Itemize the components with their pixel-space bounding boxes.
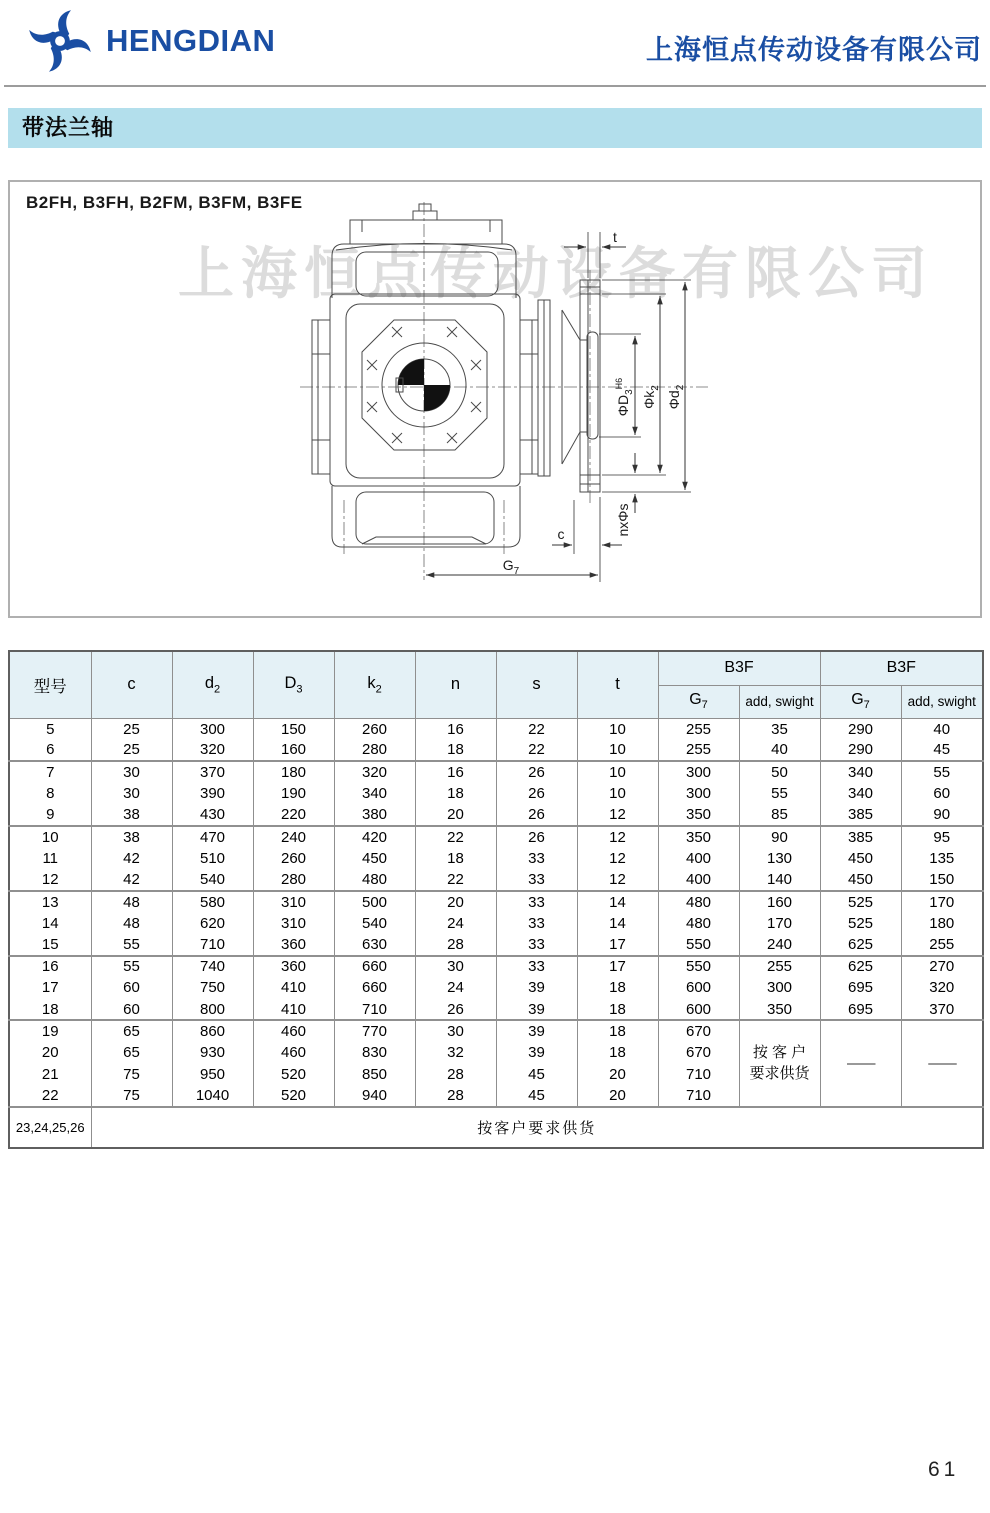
table-cell: 10 bbox=[577, 740, 658, 762]
table-cell: 7 bbox=[9, 761, 91, 783]
table-cell: 520 bbox=[253, 1085, 334, 1107]
table-cell: 350 bbox=[658, 804, 739, 826]
table-cell: 16 bbox=[9, 956, 91, 978]
table-cell: 20 bbox=[9, 1042, 91, 1064]
table-cell: 130 bbox=[739, 848, 820, 870]
table-cell: 290 bbox=[820, 718, 901, 740]
table-cell: 75 bbox=[91, 1064, 172, 1086]
table-cell: 28 bbox=[415, 1085, 496, 1107]
table-cell: 60 bbox=[901, 783, 983, 805]
table-cell: 370 bbox=[172, 761, 253, 783]
table-cell: 65 bbox=[91, 1042, 172, 1064]
table-cell: 8 bbox=[9, 783, 91, 805]
table-cell: 340 bbox=[820, 783, 901, 805]
table-row bbox=[9, 1107, 983, 1148]
watermark-text: 上海恒点传动设备有限公司 bbox=[178, 242, 934, 305]
table-cell: 11 bbox=[9, 848, 91, 870]
table-cell: 470 bbox=[172, 826, 253, 848]
table-cell: 33 bbox=[496, 848, 577, 870]
table-cell: 22 bbox=[9, 1085, 91, 1107]
table-cell: 480 bbox=[658, 891, 739, 913]
table-cell: 480 bbox=[334, 869, 415, 891]
table-cell: 410 bbox=[253, 977, 334, 999]
table-cell: 140 bbox=[739, 869, 820, 891]
supply-note-cell: 按 客 户 要求供货 bbox=[739, 1020, 820, 1106]
table-cell: 450 bbox=[820, 869, 901, 891]
table-cell: 18 bbox=[577, 977, 658, 999]
table-cell: 420 bbox=[334, 826, 415, 848]
table-cell: 255 bbox=[739, 956, 820, 978]
table-cell: 22 bbox=[415, 826, 496, 848]
table-cell: 22 bbox=[496, 718, 577, 740]
table-cell: 12 bbox=[577, 826, 658, 848]
table-cell: 85 bbox=[739, 804, 820, 826]
table-cell: 42 bbox=[91, 869, 172, 891]
table-cell: 24 bbox=[415, 912, 496, 934]
column-header: $D_3$ bbox=[253, 651, 334, 718]
table-cell: 26 bbox=[496, 804, 577, 826]
table-cell: 12 bbox=[577, 869, 658, 891]
table-cell: 60 bbox=[91, 977, 172, 999]
table-cell: 600 bbox=[658, 999, 739, 1021]
table-cell: 18 bbox=[577, 1020, 658, 1042]
column-header: t bbox=[577, 651, 658, 718]
table-cell: 400 bbox=[658, 869, 739, 891]
table-cell: 45 bbox=[496, 1064, 577, 1086]
table-cell: 625 bbox=[820, 956, 901, 978]
table-row bbox=[9, 740, 983, 762]
table-cell: 740 bbox=[172, 956, 253, 978]
table-cell: 540 bbox=[334, 912, 415, 934]
dim-label-k2: $\Phi k_2$ bbox=[641, 385, 661, 409]
column-header: c bbox=[91, 651, 172, 718]
table-cell: 385 bbox=[820, 804, 901, 826]
table-cell: 10 bbox=[577, 783, 658, 805]
table-cell: 30 bbox=[415, 956, 496, 978]
table-cell: 525 bbox=[820, 912, 901, 934]
table-cell: 15 bbox=[9, 934, 91, 956]
table-cell: 360 bbox=[253, 934, 334, 956]
table-cell: 28 bbox=[415, 1064, 496, 1086]
table-cell: 39 bbox=[496, 1020, 577, 1042]
table-row bbox=[9, 977, 983, 999]
table-cell: 190 bbox=[253, 783, 334, 805]
table-cell: 18 bbox=[577, 999, 658, 1021]
table-cell: 220 bbox=[253, 804, 334, 826]
table-cell: 20 bbox=[415, 804, 496, 826]
table-cell: 33 bbox=[496, 869, 577, 891]
table-row bbox=[9, 999, 983, 1021]
table-cell: 300 bbox=[172, 718, 253, 740]
table-cell: 33 bbox=[496, 891, 577, 913]
table-cell: 33 bbox=[496, 934, 577, 956]
table-cell: 10 bbox=[577, 718, 658, 740]
table-row bbox=[9, 956, 983, 978]
table-cell: 26 bbox=[496, 826, 577, 848]
table-cell: 18 bbox=[415, 848, 496, 870]
table-cell: 390 bbox=[172, 783, 253, 805]
table-cell: 20 bbox=[415, 891, 496, 913]
table-cell: 90 bbox=[901, 804, 983, 826]
table-cell: 695 bbox=[820, 977, 901, 999]
table-cell: 430 bbox=[172, 804, 253, 826]
table-cell: 710 bbox=[334, 999, 415, 1021]
table-cell: 940 bbox=[334, 1085, 415, 1107]
table-cell: 14 bbox=[577, 912, 658, 934]
table-cell: 400 bbox=[658, 848, 739, 870]
table-cell: 670 bbox=[658, 1020, 739, 1042]
table-cell: 20 bbox=[577, 1064, 658, 1086]
table-cell: 695 bbox=[820, 999, 901, 1021]
table-cell: 460 bbox=[253, 1020, 334, 1042]
table-cell: 600 bbox=[658, 977, 739, 999]
supply-note-full-cell: 按客户要求供货 bbox=[91, 1107, 983, 1148]
table-cell: 710 bbox=[658, 1064, 739, 1086]
table-cell: 370 bbox=[901, 999, 983, 1021]
page-number: 61 bbox=[928, 1458, 960, 1481]
table-cell: 38 bbox=[91, 804, 172, 826]
table-cell: 550 bbox=[658, 956, 739, 978]
header-divider bbox=[4, 85, 986, 87]
table-cell: 830 bbox=[334, 1042, 415, 1064]
table-cell: 280 bbox=[253, 869, 334, 891]
table-row bbox=[9, 718, 983, 740]
table-row bbox=[9, 1020, 983, 1042]
table-cell: 75 bbox=[91, 1085, 172, 1107]
table-cell: 14 bbox=[577, 891, 658, 913]
table-cell: 21 bbox=[9, 1064, 91, 1086]
table-cell: 480 bbox=[658, 912, 739, 934]
table-cell: 620 bbox=[172, 912, 253, 934]
table-row bbox=[9, 783, 983, 805]
sub-header: $G_7$ bbox=[820, 685, 901, 718]
table-cell: 18 bbox=[577, 1042, 658, 1064]
table-cell: 1040 bbox=[172, 1085, 253, 1107]
table-cell: 50 bbox=[739, 761, 820, 783]
table-cell: 290 bbox=[820, 740, 901, 762]
table-cell: 12 bbox=[577, 804, 658, 826]
table-cell: 30 bbox=[91, 761, 172, 783]
table-cell: 625 bbox=[820, 934, 901, 956]
table-cell: 6 bbox=[9, 740, 91, 762]
table-cell: 150 bbox=[253, 718, 334, 740]
table-cell: 360 bbox=[253, 956, 334, 978]
table-cell: 5 bbox=[9, 718, 91, 740]
table-cell: 10 bbox=[577, 761, 658, 783]
table-cell: 17 bbox=[577, 956, 658, 978]
table-cell: 18 bbox=[415, 783, 496, 805]
dim-label-t: t bbox=[613, 229, 617, 245]
table-row bbox=[9, 848, 983, 870]
table-cell: 450 bbox=[334, 848, 415, 870]
dim-label-d2: $\Phi d_2$ bbox=[666, 384, 686, 410]
table-cell: 25 bbox=[91, 718, 172, 740]
table-cell: 26 bbox=[415, 999, 496, 1021]
table-cell: 33 bbox=[496, 912, 577, 934]
table-cell: 800 bbox=[172, 999, 253, 1021]
table-cell: 520 bbox=[253, 1064, 334, 1086]
table-cell: 26 bbox=[496, 783, 577, 805]
dim-label-d3: $\Phi D_3^{H6}$ bbox=[614, 377, 635, 417]
drawing-panel bbox=[8, 180, 982, 618]
table-cell: 39 bbox=[496, 977, 577, 999]
table-cell: 35 bbox=[739, 718, 820, 740]
table-cell: 670 bbox=[658, 1042, 739, 1064]
table-cell: 9 bbox=[9, 804, 91, 826]
table-cell: 710 bbox=[172, 934, 253, 956]
group-header: B3F bbox=[820, 651, 983, 685]
table-cell: 95 bbox=[901, 826, 983, 848]
table-cell: 48 bbox=[91, 891, 172, 913]
table-cell: 450 bbox=[820, 848, 901, 870]
table-cell: 12 bbox=[9, 869, 91, 891]
table-cell: 170 bbox=[739, 912, 820, 934]
table-cell: 170 bbox=[901, 891, 983, 913]
table-cell: 10 bbox=[9, 826, 91, 848]
pinwheel-logo-icon bbox=[28, 8, 92, 74]
gearbox-technical-drawing bbox=[10, 182, 984, 620]
table-cell: 30 bbox=[91, 783, 172, 805]
table-cell: 55 bbox=[91, 956, 172, 978]
table-cell: 550 bbox=[658, 934, 739, 956]
table-cell: 710 bbox=[658, 1085, 739, 1107]
table-cell: 65 bbox=[91, 1020, 172, 1042]
table-cell: 580 bbox=[172, 891, 253, 913]
table-cell: 180 bbox=[901, 912, 983, 934]
table-cell: 39 bbox=[496, 1042, 577, 1064]
table-cell: 24 bbox=[415, 977, 496, 999]
table-cell: 350 bbox=[739, 999, 820, 1021]
table-cell: 18 bbox=[9, 999, 91, 1021]
table-cell: 45 bbox=[496, 1085, 577, 1107]
dim-label-g7: $G_7$ bbox=[502, 557, 520, 577]
table-cell: 26 bbox=[496, 761, 577, 783]
table-cell: 28 bbox=[415, 934, 496, 956]
dim-label-c: c bbox=[557, 526, 565, 542]
table-cell: 750 bbox=[172, 977, 253, 999]
table-cell: 630 bbox=[334, 934, 415, 956]
table-cell: 40 bbox=[739, 740, 820, 762]
table-cell: 55 bbox=[91, 934, 172, 956]
table-cell: 310 bbox=[253, 891, 334, 913]
table-cell: 25 bbox=[91, 740, 172, 762]
table-cell: 22 bbox=[496, 740, 577, 762]
table-cell: 270 bbox=[901, 956, 983, 978]
table-cell: 950 bbox=[172, 1064, 253, 1086]
table-row bbox=[9, 912, 983, 934]
table-cell: 240 bbox=[739, 934, 820, 956]
table-cell: 930 bbox=[172, 1042, 253, 1064]
table-cell: 385 bbox=[820, 826, 901, 848]
table-cell: 300 bbox=[739, 977, 820, 999]
table-cell: 300 bbox=[658, 783, 739, 805]
column-header: s bbox=[496, 651, 577, 718]
table-cell: 13 bbox=[9, 891, 91, 913]
table-cell: 340 bbox=[334, 783, 415, 805]
table-cell: 160 bbox=[253, 740, 334, 762]
table-cell: 340 bbox=[820, 761, 901, 783]
table-cell: 280 bbox=[334, 740, 415, 762]
table-cell: 22 bbox=[415, 869, 496, 891]
table-cell: 17 bbox=[9, 977, 91, 999]
table-cell: 380 bbox=[334, 804, 415, 826]
table-cell: 350 bbox=[658, 826, 739, 848]
table-cell: 525 bbox=[820, 891, 901, 913]
table-cell: 16 bbox=[415, 761, 496, 783]
column-header: $d_2$ bbox=[172, 651, 253, 718]
sub-header: add, swight bbox=[739, 685, 820, 718]
table-cell: 48 bbox=[91, 912, 172, 934]
column-header: 型号 bbox=[9, 651, 91, 718]
table-cell: 320 bbox=[172, 740, 253, 762]
table-cell: 55 bbox=[739, 783, 820, 805]
column-header: $k_2$ bbox=[334, 651, 415, 718]
table-cell: 255 bbox=[901, 934, 983, 956]
model-list-label: B2FH, B3FH, B2FM, B3FM, B3FE bbox=[26, 193, 303, 212]
front-view bbox=[312, 204, 538, 547]
table-cell: 32 bbox=[415, 1042, 496, 1064]
dash-cell: —— bbox=[901, 1020, 983, 1106]
side-view-flange bbox=[538, 280, 600, 492]
table-cell: 260 bbox=[253, 848, 334, 870]
table-cell: 19 bbox=[9, 1020, 91, 1042]
table-cell: 20 bbox=[577, 1085, 658, 1107]
group-header: B3F bbox=[658, 651, 820, 685]
table-cell: 30 bbox=[415, 1020, 496, 1042]
table-cell: 240 bbox=[253, 826, 334, 848]
table-cell: 255 bbox=[658, 718, 739, 740]
table-row bbox=[9, 804, 983, 826]
table-cell: 60 bbox=[91, 999, 172, 1021]
brand-name: HENGDIAN bbox=[106, 23, 276, 58]
table-cell: 660 bbox=[334, 977, 415, 999]
table-cell: 40 bbox=[901, 718, 983, 740]
table-cell: 300 bbox=[658, 761, 739, 783]
table-cell: 770 bbox=[334, 1020, 415, 1042]
table-cell: 33 bbox=[496, 956, 577, 978]
table-cell: 150 bbox=[901, 869, 983, 891]
table-cell: 660 bbox=[334, 956, 415, 978]
table-cell: 460 bbox=[253, 1042, 334, 1064]
table-cell: 39 bbox=[496, 999, 577, 1021]
table-cell: 90 bbox=[739, 826, 820, 848]
spec-table bbox=[8, 650, 984, 1149]
spec-table-wrap bbox=[8, 650, 982, 1149]
table-cell: 860 bbox=[172, 1020, 253, 1042]
dim-label-nxs: nxΦs bbox=[615, 503, 631, 537]
table-cell: 410 bbox=[253, 999, 334, 1021]
table-cell: 255 bbox=[658, 740, 739, 762]
table-cell: 14 bbox=[9, 912, 91, 934]
brand-logo bbox=[28, 8, 275, 74]
table-cell: 850 bbox=[334, 1064, 415, 1086]
sub-header: add, swight bbox=[901, 685, 983, 718]
table-cell: 55 bbox=[901, 761, 983, 783]
table-row bbox=[9, 869, 983, 891]
table-cell: 18 bbox=[415, 740, 496, 762]
table-cell: 260 bbox=[334, 718, 415, 740]
table-cell: 320 bbox=[901, 977, 983, 999]
table-cell: 540 bbox=[172, 869, 253, 891]
table-cell: 45 bbox=[901, 740, 983, 762]
table-cell: 320 bbox=[334, 761, 415, 783]
dash-cell: —— bbox=[820, 1020, 901, 1106]
table-cell: 135 bbox=[901, 848, 983, 870]
table-cell: 12 bbox=[577, 848, 658, 870]
table-row bbox=[9, 826, 983, 848]
table-row bbox=[9, 891, 983, 913]
table-cell: 38 bbox=[91, 826, 172, 848]
column-header: n bbox=[415, 651, 496, 718]
table-cell: 180 bbox=[253, 761, 334, 783]
table-cell: 310 bbox=[253, 912, 334, 934]
table-row bbox=[9, 934, 983, 956]
table-row bbox=[9, 761, 983, 783]
table-cell: 42 bbox=[91, 848, 172, 870]
model-range-cell: 23,24,25,26 bbox=[9, 1107, 91, 1148]
company-name: 上海恒点传动设备有限公司 bbox=[646, 35, 982, 65]
table-cell: 510 bbox=[172, 848, 253, 870]
table-cell: 16 bbox=[415, 718, 496, 740]
table-cell: 17 bbox=[577, 934, 658, 956]
table-cell: 160 bbox=[739, 891, 820, 913]
sub-header: $G_7$ bbox=[658, 685, 739, 718]
section-title: 带法兰轴 bbox=[8, 108, 982, 148]
table-cell: 500 bbox=[334, 891, 415, 913]
